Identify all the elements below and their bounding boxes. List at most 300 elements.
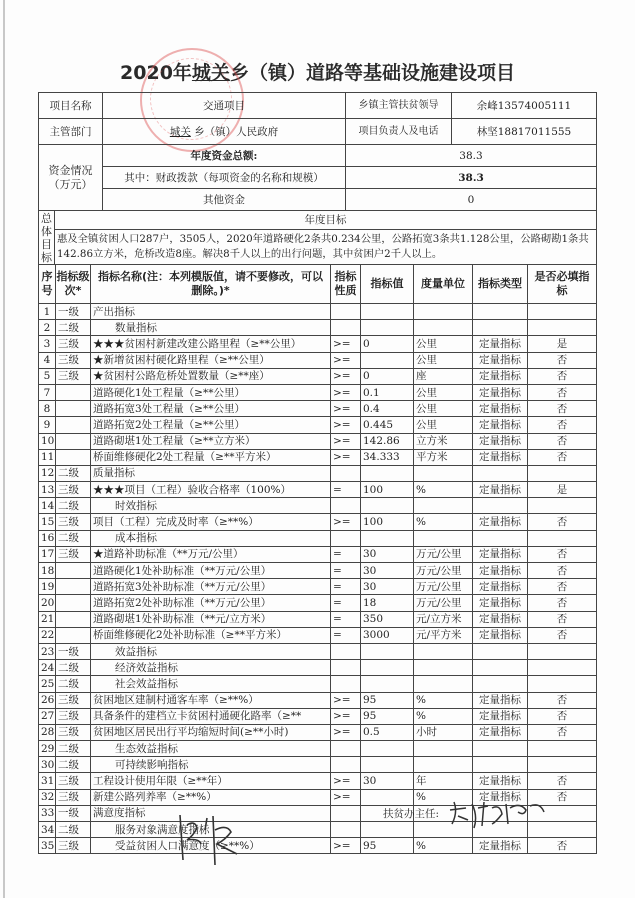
header-nature: 指标性质 [331,265,361,304]
row-nature [331,676,361,692]
row-required [528,465,597,481]
row-value: 0 [361,336,414,352]
row-indicator-name: ★★★贫困村新建改建公路里程（≥**公里） [91,336,331,352]
table-row [39,320,597,336]
row-type: 定量指标 [473,384,528,400]
leader-label: 乡镇主管扶贫领导 [346,93,452,119]
table-row [39,352,597,368]
row-unit [414,757,473,773]
row-type [473,320,528,336]
handwritten-signature-director [448,798,548,830]
row-number: 4 [39,352,56,368]
row-nature [331,304,361,320]
row-type: 定量指标 [473,708,528,724]
row-unit: % [414,838,473,854]
row-number: 26 [39,692,56,708]
row-unit: 小时 [414,724,473,740]
goal-table [38,210,597,265]
row-unit: 万元/公里 [414,563,473,579]
row-unit: 万元/公里 [414,546,473,562]
row-number: 35 [39,838,56,854]
project-name-row [39,93,597,119]
row-level: 三级 [56,514,91,530]
row-nature: >= [331,514,361,530]
row-level: 一级 [56,643,91,659]
row-number: 30 [39,757,56,773]
row-value: 100 [361,514,414,530]
row-value: 0 [361,368,414,384]
row-required: 是 [528,336,597,352]
row-type: 定量指标 [473,368,528,384]
row-indicator-name: ★新增贫困村硬化路里程（≥**公里） [91,352,331,368]
row-required [528,741,597,757]
row-level: 一级 [56,805,91,821]
row-number: 13 [39,482,56,498]
row-number: 7 [39,384,56,400]
title-rest: 乡（镇）道路等基础设施建设项目 [229,62,515,84]
director-label: 扶贫办主任: [383,808,440,820]
row-type [473,498,528,514]
fund-fiscal-value: 38.3 [346,167,597,189]
row-indicator-name: 效益指标 [91,643,331,659]
row-type: 定量指标 [473,546,528,562]
row-number: 25 [39,676,56,692]
row-level [56,433,91,449]
row-type: 定量指标 [473,482,528,498]
owner-label: 项目负责人及电话 [346,119,452,145]
row-nature: = [331,579,361,595]
table-row [39,449,597,465]
row-required [528,643,597,659]
row-indicator-name: 道路拓宽3处工程量（≥**公里） [91,401,331,417]
table-row [39,433,597,449]
row-required: 否 [528,611,597,627]
row-level [56,627,91,643]
row-number: 23 [39,643,56,659]
row-required: 否 [528,401,597,417]
row-indicator-name: 道路硬化1处补助标准（**万元/公里） [91,563,331,579]
row-indicator-name: ★★★项目（工程）验收合格率（100%） [91,482,331,498]
row-nature: >= [331,417,361,433]
row-required: 否 [528,417,597,433]
leader-value: 余峰13574005111 [452,93,597,119]
row-nature: >= [331,336,361,352]
row-value [361,643,414,659]
project-info-table [38,92,597,211]
row-type [473,304,528,320]
row-nature: >= [331,838,361,854]
row-unit [414,660,473,676]
row-number: 29 [39,741,56,757]
row-unit: % [414,708,473,724]
project-name-value: 交通项目 [103,93,346,119]
row-nature: = [331,627,361,643]
fund-total-value: 38.3 [346,145,597,167]
row-unit [414,498,473,514]
row-number: 18 [39,563,56,579]
row-unit [414,643,473,659]
table-row [39,724,597,740]
row-indicator-name: 工程设计使用年限（≥**年） [91,773,331,789]
row-number: 14 [39,498,56,514]
row-type: 定量指标 [473,417,528,433]
row-type: 定量指标 [473,773,528,789]
row-indicator-name: 生态效益指标 [91,741,331,757]
row-type: 定量指标 [473,692,528,708]
row-required: 否 [528,433,597,449]
table-row [39,498,597,514]
row-value: 0.1 [361,384,414,400]
row-nature: = [331,611,361,627]
row-unit: 公里 [414,336,473,352]
row-nature [331,757,361,773]
row-type [473,741,528,757]
row-level: 三级 [56,724,91,740]
row-level: 二级 [56,498,91,514]
fund-total-label: 年度资金总额: [103,145,346,167]
row-unit [414,465,473,481]
row-nature [331,465,361,481]
row-level: 三级 [56,352,91,368]
row-level [56,595,91,611]
row-required [528,498,597,514]
row-level: 二级 [56,676,91,692]
table-row [39,417,597,433]
row-required: 否 [528,724,597,740]
fund-fiscal-label: 其中：财政拨款（每项资金的名称和规模） [103,167,346,189]
table-row [39,304,597,320]
indicator-header-row [39,265,597,304]
table-row [39,611,597,627]
table-row [39,627,597,643]
row-required: 否 [528,595,597,611]
row-indicator-name: 桥面维修硬化2处补助标准（≥**平方米） [91,627,331,643]
row-value: 95 [361,708,414,724]
row-unit [414,320,473,336]
row-value [361,676,414,692]
table-row [39,741,597,757]
row-indicator-name: ★道路补助标准（**万元/公里） [91,546,331,562]
row-number: 15 [39,514,56,530]
row-level [56,401,91,417]
table-row [39,465,597,481]
row-unit: 公里 [414,417,473,433]
title-year: 2020年 [120,62,192,84]
row-nature: >= [331,724,361,740]
row-nature: = [331,595,361,611]
row-number: 22 [39,627,56,643]
row-indicator-name: 产出指标 [91,304,331,320]
row-value: 30 [361,546,414,562]
row-value: 95 [361,838,414,854]
row-type: 定量指标 [473,563,528,579]
row-type: 定量指标 [473,401,528,417]
row-indicator-name: 经济效益指标 [91,660,331,676]
row-type [473,660,528,676]
row-number: 9 [39,417,56,433]
row-value [361,320,414,336]
funds-label: 资金情况（万元） [39,145,103,211]
row-level [56,611,91,627]
row-indicator-name: 社会效益指标 [91,676,331,692]
table-row [39,384,597,400]
row-required [528,757,597,773]
fund-other-label: 其他资金 [103,189,346,211]
row-required: 否 [528,449,597,465]
row-number: 32 [39,789,56,805]
table-row [39,563,597,579]
row-value [361,789,414,805]
row-number: 31 [39,773,56,789]
table-row [39,660,597,676]
row-level: 三级 [56,789,91,805]
row-type: 定量指标 [473,579,528,595]
row-indicator-name: 道路拓宽2处工程量（≥**公里） [91,417,331,433]
row-level: 一级 [56,304,91,320]
row-level [56,579,91,595]
row-indicator-name: 贫困地区建制村通客车率（≥**%） [91,692,331,708]
header-level: 指标级次* [56,265,91,304]
row-type [473,676,528,692]
row-type [473,643,528,659]
page-title [0,58,635,85]
row-type: 定量指标 [473,789,528,805]
row-nature: >= [331,384,361,400]
row-required: 否 [528,627,597,643]
goal-text: 惠及全镇贫困人口287户，3505人，2020年道路硬化2条共0.234公里，公路拓宽3条共1.128公里，公路砌勘1条共142.86立方米，危桥改造8座。解决8千人以上的出行问题，其中贫困户2千人以上。 [55,230,597,265]
row-required [528,660,597,676]
row-type [473,757,528,773]
row-value: 30 [361,773,414,789]
header-value: 指标值 [361,265,414,304]
row-number: 34 [39,822,56,838]
row-number: 19 [39,579,56,595]
header-unit: 度量单位 [414,265,473,304]
row-required: 否 [528,838,597,854]
table-row [39,336,597,352]
row-nature [331,741,361,757]
row-type [473,530,528,546]
row-indicator-name: 具备条件的建档立卡贫困村通硬化路率（≥** [91,708,331,724]
row-nature: >= [331,773,361,789]
fund-other-value: 0 [346,189,597,211]
row-value [361,757,414,773]
row-level: 三级 [56,546,91,562]
row-indicator-name: 质量指标 [91,465,331,481]
row-value: 95 [361,692,414,708]
row-value: 0.5 [361,724,414,740]
row-unit: 公里 [414,384,473,400]
row-value: 100 [361,482,414,498]
owner-value: 林坚18817011555 [452,119,597,145]
row-unit: % [414,514,473,530]
row-number: 12 [39,465,56,481]
row-number: 28 [39,724,56,740]
row-number: 16 [39,530,56,546]
row-unit: 元/平方米 [414,627,473,643]
row-unit: % [414,692,473,708]
row-nature [331,805,361,821]
row-number: 3 [39,336,56,352]
row-level [56,384,91,400]
row-value [361,530,414,546]
row-indicator-name: 可持续影响指标 [91,757,331,773]
row-unit: 公里 [414,352,473,368]
row-indicator-name: 道路砌堪1处补助标准（**元/立方米） [91,611,331,627]
row-type: 定量指标 [473,336,528,352]
dept-town: 城关 [169,125,191,138]
table-row [39,595,597,611]
row-unit [414,741,473,757]
row-number: 5 [39,368,56,384]
row-nature: >= [331,368,361,384]
table-row [39,368,597,384]
table-row [39,773,597,789]
row-required: 否 [528,563,597,579]
row-level: 二级 [56,320,91,336]
header-name: 指标名称(注：本列模版值，请不要修改，可以删除。)* [91,265,331,304]
handwritten-signature-left [175,810,255,870]
row-unit: 座 [414,368,473,384]
row-required [528,320,597,336]
row-value: 3000 [361,627,414,643]
table-row [39,838,597,854]
row-value: 18 [361,595,414,611]
table-row [39,579,597,595]
row-number: 1 [39,304,56,320]
row-indicator-name: 道路硬化1处工程量（≥**公里） [91,384,331,400]
goal-header: 年度目标 [55,211,597,230]
row-nature: = [331,563,361,579]
row-number: 24 [39,660,56,676]
row-indicator-name: 贫困地区居民出行平均缩短时间(≥**小时) [91,724,331,740]
row-required [528,530,597,546]
row-type: 定量指标 [473,433,528,449]
row-unit: 万元/公里 [414,595,473,611]
row-value: 350 [361,611,414,627]
header-type: 指标类型 [473,265,528,304]
row-level: 三级 [56,368,91,384]
row-nature: >= [331,789,361,805]
row-indicator-name: 道路砌堪1处工程量（≥**立方米） [91,433,331,449]
row-indicator-name: 道路拓宽2处补助标准（**万元/公里） [91,595,331,611]
row-nature [331,822,361,838]
table-row [39,514,597,530]
header-no: 序号 [39,265,56,304]
row-unit [414,530,473,546]
row-required: 否 [528,514,597,530]
row-type: 定量指标 [473,724,528,740]
row-level: 二级 [56,660,91,676]
row-level: 三级 [56,708,91,724]
row-indicator-name: 满意度指标 [91,805,331,821]
row-type: 定量指标 [473,838,528,854]
row-nature: >= [331,692,361,708]
fund-other-row [39,189,597,211]
row-unit: 立方米 [414,433,473,449]
row-type: 定量指标 [473,352,528,368]
title-town: 城关 [191,62,230,84]
row-indicator-name: 受益贫困人口满意度（≥**%） [91,838,331,854]
row-nature: = [331,546,361,562]
row-level [56,417,91,433]
row-indicator-name: 成本指标 [91,530,331,546]
row-level: 二级 [56,465,91,481]
row-number: 33 [39,805,56,821]
row-required: 否 [528,546,597,562]
row-nature: >= [331,433,361,449]
row-level: 二级 [56,741,91,757]
row-required [528,304,597,320]
row-indicator-name: 新建公路列养率（≥**%） [91,789,331,805]
row-value [361,822,414,838]
row-number: 10 [39,433,56,449]
row-level [56,563,91,579]
row-indicator-name: 项目（工程）完成及时率（≥**%） [91,514,331,530]
row-indicator-name: 时效指标 [91,498,331,514]
row-indicator-name: 道路拓宽3处补助标准（**万元/公里） [91,579,331,595]
row-indicator-name: ★贫困村公路危桥处置数量（≥**座） [91,368,331,384]
row-nature [331,498,361,514]
row-type: 定量指标 [473,595,528,611]
row-type: 定量指标 [473,611,528,627]
row-indicator-name: 数量指标 [91,320,331,336]
row-number: 17 [39,546,56,562]
row-value [361,498,414,514]
fund-fiscal-row [39,167,597,189]
row-required: 否 [528,708,597,724]
row-type: 定量指标 [473,514,528,530]
row-level: 二级 [56,757,91,773]
row-nature: >= [331,449,361,465]
row-unit [414,676,473,692]
row-indicator-name: 桥面维修硬化2处工程量（≥**平方米） [91,449,331,465]
row-required: 否 [528,352,597,368]
row-required: 是 [528,482,597,498]
indicator-table [38,264,597,854]
row-value: 0.4 [361,401,414,417]
fund-total-row [39,145,597,167]
row-number: 2 [39,320,56,336]
row-value [361,352,414,368]
table-row [39,401,597,417]
row-number: 27 [39,708,56,724]
dept-value [103,119,346,145]
row-type: 定量指标 [473,449,528,465]
table-row [39,757,597,773]
row-number: 20 [39,595,56,611]
row-required: 否 [528,773,597,789]
row-unit: % [414,789,473,805]
row-level: 二级 [56,530,91,546]
row-value [361,660,414,676]
row-unit: 万元/公里 [414,579,473,595]
row-number: 8 [39,401,56,417]
row-required: 否 [528,579,597,595]
table-row [39,676,597,692]
header-required: 是否必填指标 [528,265,597,304]
table-row [39,482,597,498]
row-level: 三级 [56,773,91,789]
row-value: 142.86 [361,433,414,449]
row-value: 0.445 [361,417,414,433]
row-value: 30 [361,579,414,595]
row-indicator-name: 服务对象满意度指标 [91,822,331,838]
row-nature [331,320,361,336]
row-required: 否 [528,789,597,805]
row-number: 11 [39,449,56,465]
row-unit: 平方米 [414,449,473,465]
